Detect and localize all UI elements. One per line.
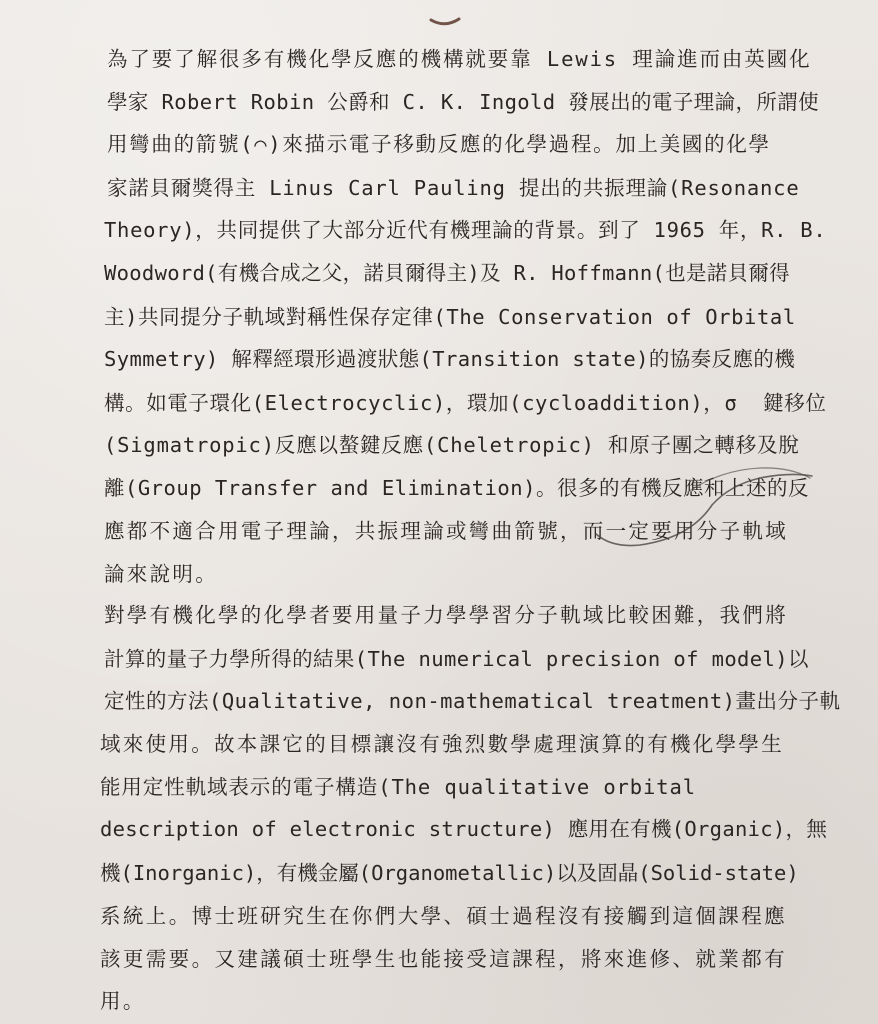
text-line: Woodword(有機合成之父，諾貝爾得主)及 R. Hoffmann(也是諾貝爾得 (104, 261, 790, 285)
text-line: 系統上。博士班研究生在你們大學、碩士過程沒有接觸到這個課程應 (100, 904, 787, 928)
text-line: 為了要了解很多有機化學反應的機構就要靠 Lewis 理論進而由英國化 (107, 47, 812, 71)
text-line: 離(Group Transfer and Elimination)。很多的有機反應和上述的反 (104, 476, 809, 500)
text-line: 論來說明。 (104, 562, 218, 586)
text-line: 該更需要。又建議碩士班學生也能接受這課程，將來進修、就業都有 (100, 947, 787, 971)
text-line: (Sigmatropic)反應以螯鍵反應(Cheletropic) 和原子團之轉移及脫 (104, 433, 800, 457)
text-line: 學家 Robert Robin 公爵和 C. K. Ingold 發展出的電子理論，所謂使 (107, 90, 820, 114)
text-line: 域來使用。故本課它的目標讓沒有強烈數學處理演算的有機化學學生 (100, 732, 784, 756)
text-line: 構。如電子環化(Electrocyclic)，環加(cycloaddition)，σ 鍵移位 (104, 391, 827, 415)
text-line: 用。 (100, 989, 146, 1013)
text-line: 用彎曲的箭號(⌒)來描示電子移動反應的化學過程。加上美國的化學 (107, 132, 771, 156)
text-line: 定性的方法(Qualitative, non-mathematical treatment)畫出分子軌 (104, 689, 841, 713)
text-line: 計算的量子力學所得的結果(The numerical precision of model)以 (104, 647, 809, 671)
text-line: 應都不適合用電子理論，共振理論或彎曲箭號，而一定要用分子軌域 (104, 519, 788, 543)
text-line: Symmetry) 解釋經環形過渡狀態(Transition state)的協奏反應的機 (104, 347, 796, 371)
text-line: 能用定性軌域表示的電子構造(The qualitative orbital (100, 775, 697, 799)
text-line: 家諾貝爾獎得主 Linus Carl Pauling 提出的共振理論(Resonance (107, 176, 800, 200)
text-line: description of electronic structure) 應用在有機(Organic)，無 (100, 817, 828, 841)
text-line: 對學有機化學的化學者要用量子力學學習分子軌域比較困難，我們將 (104, 603, 788, 627)
text-line: 機(Inorganic)，有機金屬(Organometallic)以及固晶(Solid-state) (100, 861, 799, 885)
text-line: Theory)，共同提供了大部分近代有機理論的背景。到了 1965 年，R. B. (104, 218, 827, 242)
text-line: 主)共同提分子軌域對稱性保存定律(The Conservation of Orbital (104, 305, 796, 329)
